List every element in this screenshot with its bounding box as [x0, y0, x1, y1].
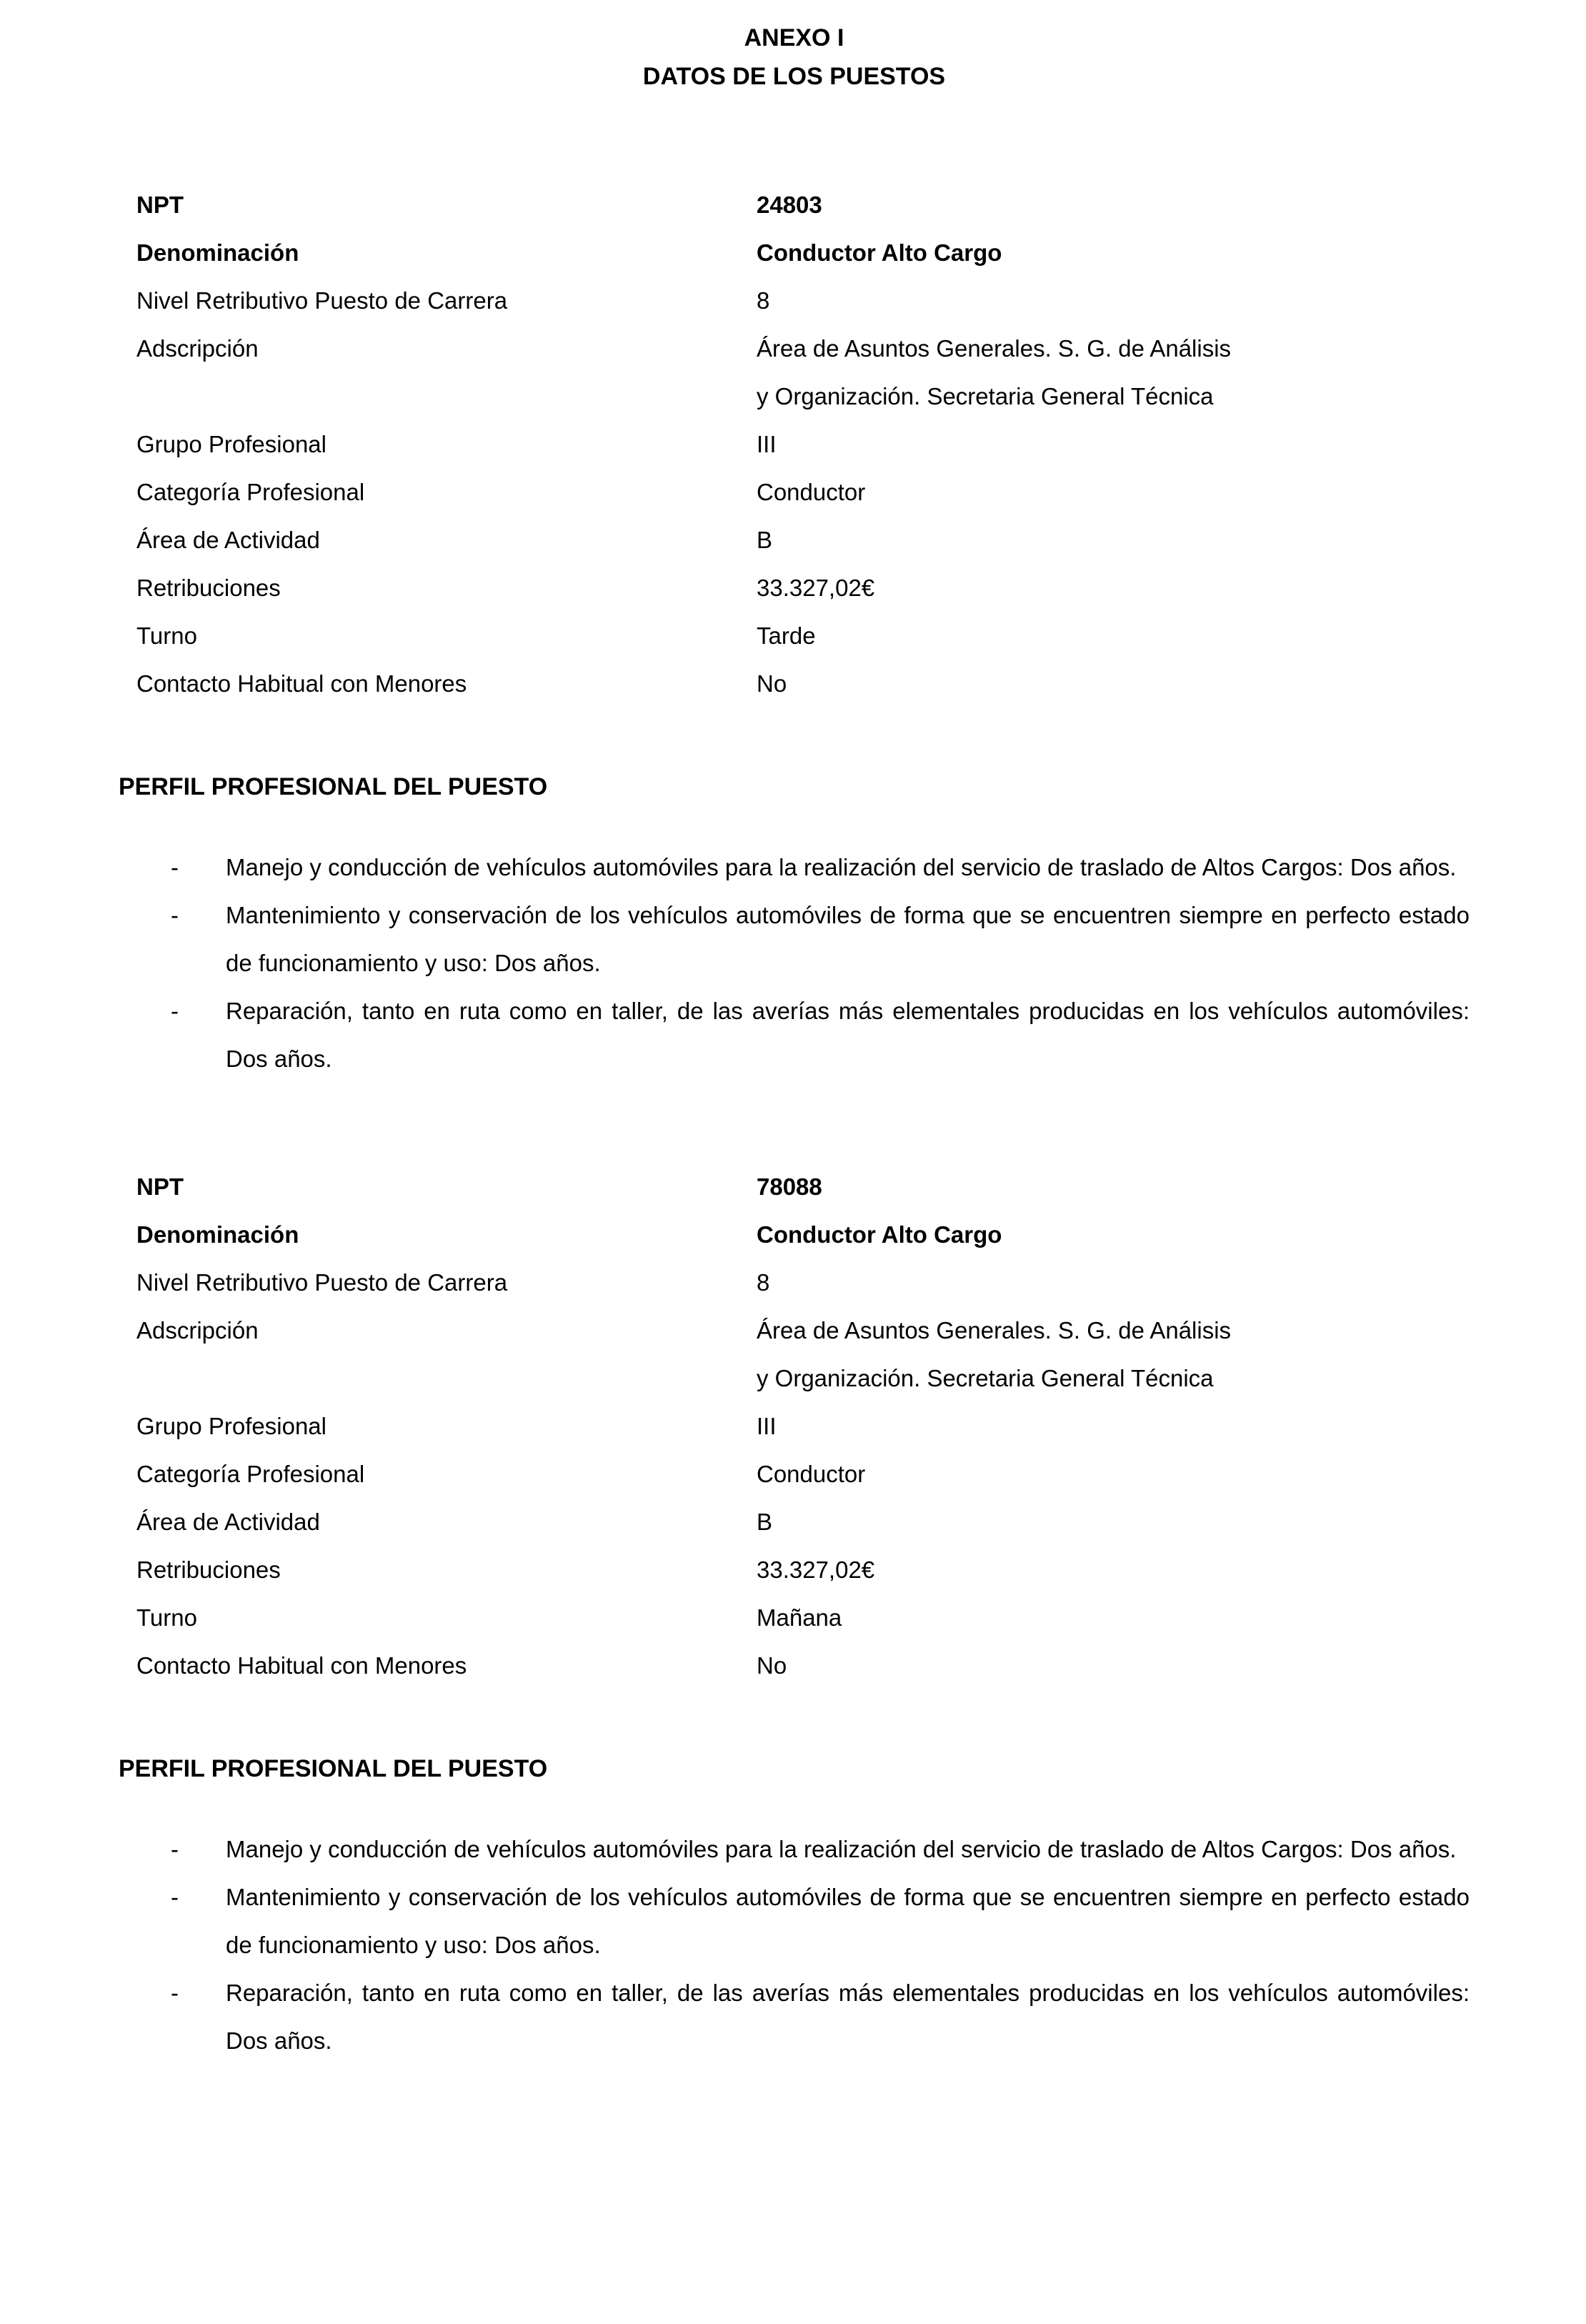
profile-item-text: Manejo y conducción de vehículos automóviles para la realización del servicio de traslado de Altos Cargos: Dos años.: [226, 1836, 1457, 1862]
field-label: Turno: [136, 622, 197, 649]
profile-item: [171, 1825, 1470, 1873]
field-row-nivel-retributivo: [136, 1258, 1470, 1306]
field-label: Turno: [136, 1604, 197, 1631]
profile-heading: PERFIL PROFESIONAL DEL PUESTO: [119, 1755, 548, 1782]
field-table: [136, 1163, 1470, 1689]
field-label: Adscripción: [136, 1317, 259, 1344]
field-label: Adscripción: [136, 335, 259, 362]
field-value: 33.327,02€: [757, 1556, 875, 1583]
field-row-contacto-menores: [136, 660, 1470, 707]
field-label: Categoría Profesional: [136, 1461, 365, 1487]
field-row-retribuciones: [136, 564, 1470, 612]
field-value: B: [757, 1509, 773, 1535]
field-label: Grupo Profesional: [136, 431, 326, 457]
field-row-contacto-menores: [136, 1642, 1470, 1689]
field-value: Conductor: [757, 1461, 866, 1487]
field-value: [757, 324, 1470, 420]
field-label: Retribuciones: [136, 575, 281, 601]
profile-item-text: Mantenimiento y conservación de los vehículos automóviles de forma que se encuentren siempre en perfecto estado de funcionamiento y uso: Dos años.: [226, 1884, 1470, 1958]
field-row-retribuciones: [136, 1546, 1470, 1594]
field-value: No: [757, 670, 787, 697]
field-row-turno: [136, 1594, 1470, 1642]
title-line-2: DATOS DE LOS PUESTOS: [642, 63, 946, 90]
field-row-grupo-profesional: [136, 420, 1470, 468]
field-value: 8: [757, 287, 770, 314]
field-label: NPT: [136, 192, 184, 218]
field-label: Nivel Retributivo Puesto de Carrera: [136, 287, 508, 314]
field-row-adscripcion: [136, 324, 1470, 420]
profile-item-text: Reparación, tanto en ruta como en taller, de las averías más elementales producidas en los vehículos automóviles: Dos años.: [226, 1980, 1470, 2054]
field-label: Grupo Profesional: [136, 1413, 326, 1439]
profile-list: [171, 1825, 1470, 2065]
profile-list: [171, 843, 1470, 1083]
field-label: Categoría Profesional: [136, 479, 365, 505]
field-value: B: [757, 527, 773, 553]
field-value: Conductor: [757, 479, 866, 505]
field-row-adscripcion: [136, 1306, 1470, 1402]
field-value: Mañana: [757, 1604, 842, 1631]
profile-item: [171, 987, 1470, 1083]
bullet-dash: -: [171, 854, 179, 880]
field-row-denominacion: [136, 1211, 1470, 1258]
field-row-area-actividad: [136, 1498, 1470, 1546]
profile-item: [171, 843, 1470, 891]
field-value: 8: [757, 1269, 770, 1296]
field-row-categoria-profesional: [136, 468, 1470, 516]
field-row-npt: [136, 181, 1470, 229]
field-label: Denominación: [136, 239, 299, 266]
field-row-nivel-retributivo: [136, 277, 1470, 324]
field-value: Conductor Alto Cargo: [757, 239, 1002, 266]
field-label: Retribuciones: [136, 1556, 281, 1583]
field-value: 78088: [757, 1173, 822, 1200]
field-row-npt: [136, 1163, 1470, 1211]
profile-item-text: Manejo y conducción de vehículos automóviles para la realización del servicio de traslado de Altos Cargos: Dos años.: [226, 854, 1457, 880]
document-title: [119, 19, 1470, 96]
record-npt-78088: [119, 1163, 1470, 2065]
field-row-area-actividad: [136, 516, 1470, 564]
field-value: III: [757, 431, 777, 457]
profile-item: [171, 1969, 1470, 2065]
profile-item-text: Reparación, tanto en ruta como en taller, de las averías más elementales producidas en los vehículos automóviles: Dos años.: [226, 998, 1470, 1072]
field-value: No: [757, 1652, 787, 1679]
field-value-line-1: Área de Asuntos Generales. S. G. de Análisis: [757, 335, 1232, 362]
field-value-line-2: y Organización. Secretaria General Técnica: [757, 383, 1214, 409]
field-label: Contacto Habitual con Menores: [136, 670, 467, 697]
field-value-line-2: y Organización. Secretaria General Técnica: [757, 1365, 1214, 1391]
bullet-dash: -: [171, 1884, 179, 1910]
field-label: NPT: [136, 1173, 184, 1200]
field-label: Contacto Habitual con Menores: [136, 1652, 467, 1679]
field-label: Área de Actividad: [136, 527, 320, 553]
field-value: 33.327,02€: [757, 575, 875, 601]
record-npt-24803: [119, 181, 1470, 1083]
field-row-categoria-profesional: [136, 1450, 1470, 1498]
profile-item-text: Mantenimiento y conservación de los vehículos automóviles de forma que se encuentren siempre en perfecto estado de funcionamiento y uso: Dos años.: [226, 902, 1470, 976]
title-line-1: ANEXO I: [744, 24, 844, 51]
field-value: [757, 1306, 1470, 1402]
bullet-dash: -: [171, 1836, 179, 1862]
field-row-turno: [136, 612, 1470, 660]
profile-item: [171, 891, 1470, 987]
profile-heading: PERFIL PROFESIONAL DEL PUESTO: [119, 773, 548, 800]
bullet-dash: -: [171, 902, 179, 928]
field-value: III: [757, 1413, 777, 1439]
field-row-denominacion: [136, 229, 1470, 277]
field-value: Tarde: [757, 622, 816, 649]
profile-item: [171, 1873, 1470, 1969]
bullet-dash: -: [171, 1980, 179, 2006]
field-label: Denominación: [136, 1221, 299, 1248]
field-label: Área de Actividad: [136, 1509, 320, 1535]
field-row-grupo-profesional: [136, 1402, 1470, 1450]
field-table: [136, 181, 1470, 707]
field-label: Nivel Retributivo Puesto de Carrera: [136, 1269, 508, 1296]
field-value: 24803: [757, 192, 822, 218]
field-value-line-1: Área de Asuntos Generales. S. G. de Análisis: [757, 1317, 1232, 1344]
bullet-dash: -: [171, 998, 179, 1024]
field-value: Conductor Alto Cargo: [757, 1221, 1002, 1248]
